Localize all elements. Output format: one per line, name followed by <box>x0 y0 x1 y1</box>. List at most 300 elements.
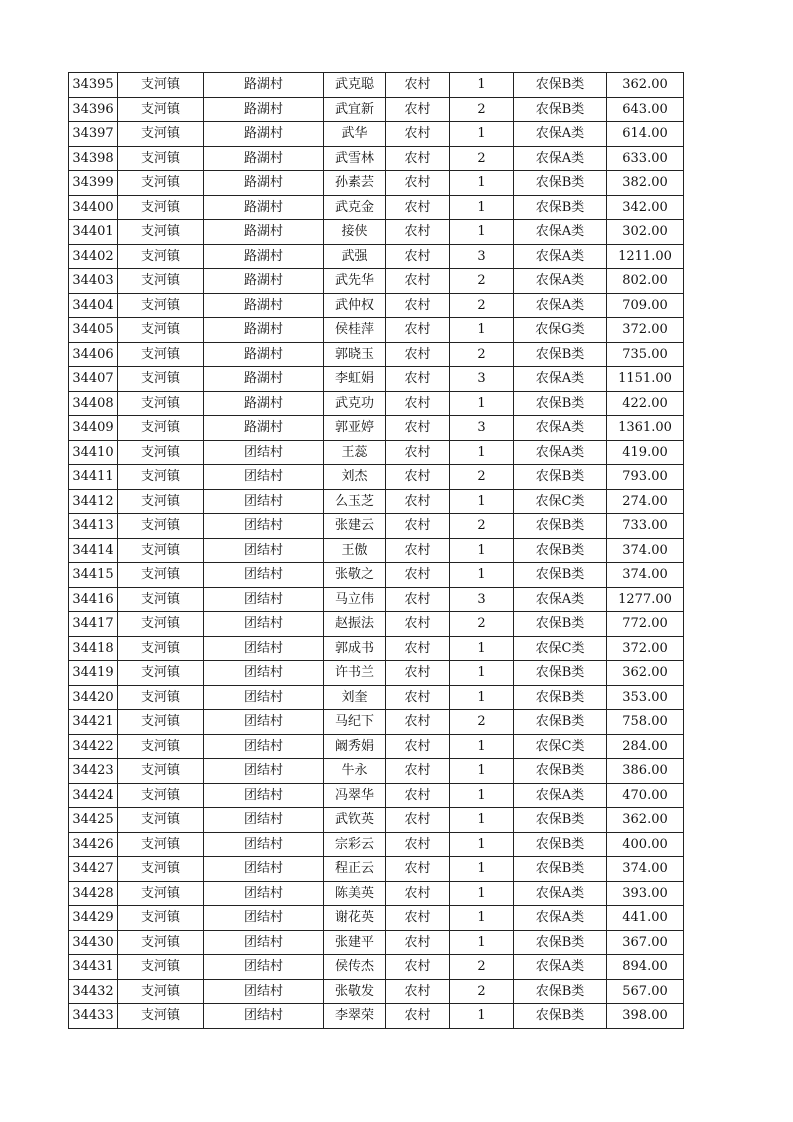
table-row <box>69 465 684 490</box>
cell-id: 34419 <box>69 661 118 686</box>
cell-village: 团结村 <box>204 857 324 882</box>
cell-category: 农保C类 <box>514 636 607 661</box>
table-row <box>69 146 684 171</box>
cell-id: 34403 <box>69 269 118 294</box>
table-row <box>69 808 684 833</box>
cell-amount: 709.00 <box>607 293 684 318</box>
cell-amount: 633.00 <box>607 146 684 171</box>
table-row <box>69 685 684 710</box>
cell-area: 农村 <box>386 465 450 490</box>
cell-household-size: 1 <box>450 122 514 147</box>
cell-town: 支河镇 <box>118 416 204 441</box>
cell-name: 武宜新 <box>324 97 386 122</box>
cell-id: 34412 <box>69 489 118 514</box>
cell-town: 支河镇 <box>118 514 204 539</box>
cell-area: 农村 <box>386 906 450 931</box>
cell-village: 路湖村 <box>204 220 324 245</box>
cell-amount: 422.00 <box>607 391 684 416</box>
cell-category: 农保B类 <box>514 710 607 735</box>
cell-town: 支河镇 <box>118 906 204 931</box>
cell-household-size: 1 <box>450 73 514 98</box>
cell-village: 路湖村 <box>204 391 324 416</box>
cell-name: 武华 <box>324 122 386 147</box>
cell-category: 农保G类 <box>514 318 607 343</box>
table-row <box>69 293 684 318</box>
cell-id: 34413 <box>69 514 118 539</box>
table-row <box>69 195 684 220</box>
cell-household-size: 2 <box>450 269 514 294</box>
cell-amount: 353.00 <box>607 685 684 710</box>
cell-category: 农保B类 <box>514 342 607 367</box>
cell-id: 34410 <box>69 440 118 465</box>
cell-category: 农保A类 <box>514 783 607 808</box>
cell-area: 农村 <box>386 97 450 122</box>
cell-household-size: 2 <box>450 612 514 637</box>
cell-amount: 374.00 <box>607 538 684 563</box>
cell-town: 支河镇 <box>118 783 204 808</box>
cell-village: 路湖村 <box>204 244 324 269</box>
cell-amount: 894.00 <box>607 955 684 980</box>
cell-amount: 735.00 <box>607 342 684 367</box>
cell-category: 农保B类 <box>514 979 607 1004</box>
table-row <box>69 244 684 269</box>
cell-id: 34417 <box>69 612 118 637</box>
cell-area: 农村 <box>386 710 450 735</box>
cell-id: 34408 <box>69 391 118 416</box>
cell-name: 郭成书 <box>324 636 386 661</box>
cell-id: 34395 <box>69 73 118 98</box>
cell-town: 支河镇 <box>118 661 204 686</box>
cell-village: 路湖村 <box>204 269 324 294</box>
cell-category: 农保A类 <box>514 906 607 931</box>
table-row <box>69 220 684 245</box>
cell-amount: 386.00 <box>607 759 684 784</box>
cell-village: 团结村 <box>204 440 324 465</box>
cell-category: 农保B类 <box>514 391 607 416</box>
cell-area: 农村 <box>386 881 450 906</box>
cell-area: 农村 <box>386 195 450 220</box>
cell-village: 团结村 <box>204 881 324 906</box>
table-row <box>69 391 684 416</box>
cell-amount: 372.00 <box>607 636 684 661</box>
cell-category: 农保A类 <box>514 244 607 269</box>
cell-amount: 802.00 <box>607 269 684 294</box>
cell-category: 农保A类 <box>514 416 607 441</box>
cell-category: 农保A类 <box>514 220 607 245</box>
cell-town: 支河镇 <box>118 195 204 220</box>
cell-town: 支河镇 <box>118 146 204 171</box>
cell-name: 刘杰 <box>324 465 386 490</box>
cell-area: 农村 <box>386 979 450 1004</box>
cell-category: 农保B类 <box>514 808 607 833</box>
cell-household-size: 2 <box>450 955 514 980</box>
cell-town: 支河镇 <box>118 710 204 735</box>
cell-name: 赵振法 <box>324 612 386 637</box>
table-row <box>69 563 684 588</box>
cell-household-size: 2 <box>450 293 514 318</box>
cell-amount: 362.00 <box>607 808 684 833</box>
cell-name: 冯翠华 <box>324 783 386 808</box>
cell-amount: 1211.00 <box>607 244 684 269</box>
cell-id: 34404 <box>69 293 118 318</box>
cell-village: 团结村 <box>204 636 324 661</box>
cell-area: 农村 <box>386 416 450 441</box>
cell-id: 34405 <box>69 318 118 343</box>
cell-name: 张敬发 <box>324 979 386 1004</box>
cell-category: 农保B类 <box>514 97 607 122</box>
cell-household-size: 3 <box>450 244 514 269</box>
cell-village: 团结村 <box>204 489 324 514</box>
cell-area: 农村 <box>386 293 450 318</box>
cell-amount: 367.00 <box>607 930 684 955</box>
cell-category: 农保B类 <box>514 465 607 490</box>
cell-village: 团结村 <box>204 685 324 710</box>
cell-category: 农保B类 <box>514 930 607 955</box>
table-row <box>69 122 684 147</box>
cell-category: 农保A类 <box>514 122 607 147</box>
cell-category: 农保A类 <box>514 440 607 465</box>
cell-town: 支河镇 <box>118 979 204 1004</box>
table-row <box>69 514 684 539</box>
cell-village: 路湖村 <box>204 146 324 171</box>
cell-town: 支河镇 <box>118 636 204 661</box>
cell-category: 农保B类 <box>514 685 607 710</box>
cell-name: 李虹娟 <box>324 367 386 392</box>
cell-household-size: 1 <box>450 734 514 759</box>
cell-name: 武钦英 <box>324 808 386 833</box>
cell-household-size: 1 <box>450 661 514 686</box>
cell-category: 农保C类 <box>514 734 607 759</box>
cell-name: 武克聪 <box>324 73 386 98</box>
cell-village: 团结村 <box>204 710 324 735</box>
cell-id: 34409 <box>69 416 118 441</box>
cell-amount: 470.00 <box>607 783 684 808</box>
table-row <box>69 97 684 122</box>
cell-town: 支河镇 <box>118 930 204 955</box>
cell-household-size: 1 <box>450 881 514 906</box>
table-row <box>69 906 684 931</box>
cell-amount: 362.00 <box>607 73 684 98</box>
cell-household-size: 3 <box>450 587 514 612</box>
cell-category: 农保B类 <box>514 73 607 98</box>
cell-amount: 643.00 <box>607 97 684 122</box>
cell-id: 34423 <box>69 759 118 784</box>
cell-name: 侯桂萍 <box>324 318 386 343</box>
cell-village: 团结村 <box>204 955 324 980</box>
cell-name: 马立伟 <box>324 587 386 612</box>
cell-household-size: 1 <box>450 489 514 514</box>
cell-town: 支河镇 <box>118 440 204 465</box>
cell-household-size: 3 <box>450 367 514 392</box>
cell-name: 张敬之 <box>324 563 386 588</box>
cell-name: 侯传杰 <box>324 955 386 980</box>
cell-household-size: 1 <box>450 759 514 784</box>
cell-area: 农村 <box>386 759 450 784</box>
cell-household-size: 2 <box>450 465 514 490</box>
cell-id: 34402 <box>69 244 118 269</box>
cell-town: 支河镇 <box>118 391 204 416</box>
cell-category: 农保A类 <box>514 293 607 318</box>
cell-area: 农村 <box>386 391 450 416</box>
cell-village: 团结村 <box>204 514 324 539</box>
cell-area: 农村 <box>386 440 450 465</box>
cell-household-size: 2 <box>450 146 514 171</box>
table-row <box>69 979 684 1004</box>
cell-amount: 372.00 <box>607 318 684 343</box>
cell-village: 团结村 <box>204 465 324 490</box>
table-row <box>69 881 684 906</box>
records-table-body <box>69 73 684 1029</box>
cell-area: 农村 <box>386 489 450 514</box>
cell-town: 支河镇 <box>118 465 204 490</box>
cell-town: 支河镇 <box>118 171 204 196</box>
cell-village: 团结村 <box>204 808 324 833</box>
cell-household-size: 1 <box>450 857 514 882</box>
cell-amount: 400.00 <box>607 832 684 857</box>
cell-village: 团结村 <box>204 734 324 759</box>
cell-area: 农村 <box>386 244 450 269</box>
cell-village: 团结村 <box>204 783 324 808</box>
cell-id: 34411 <box>69 465 118 490</box>
table-row <box>69 759 684 784</box>
cell-town: 支河镇 <box>118 563 204 588</box>
cell-village: 路湖村 <box>204 97 324 122</box>
cell-household-size: 1 <box>450 1004 514 1029</box>
cell-amount: 772.00 <box>607 612 684 637</box>
cell-village: 团结村 <box>204 612 324 637</box>
cell-id: 34424 <box>69 783 118 808</box>
cell-id: 34422 <box>69 734 118 759</box>
cell-town: 支河镇 <box>118 269 204 294</box>
cell-household-size: 2 <box>450 710 514 735</box>
cell-amount: 567.00 <box>607 979 684 1004</box>
cell-name: 王傲 <box>324 538 386 563</box>
cell-area: 农村 <box>386 342 450 367</box>
cell-name: 武先华 <box>324 269 386 294</box>
cell-amount: 733.00 <box>607 514 684 539</box>
cell-town: 支河镇 <box>118 857 204 882</box>
table-row <box>69 930 684 955</box>
cell-village: 团结村 <box>204 538 324 563</box>
cell-village: 路湖村 <box>204 293 324 318</box>
table-row <box>69 636 684 661</box>
cell-amount: 342.00 <box>607 195 684 220</box>
cell-id: 34426 <box>69 832 118 857</box>
cell-amount: 398.00 <box>607 1004 684 1029</box>
cell-town: 支河镇 <box>118 808 204 833</box>
cell-amount: 614.00 <box>607 122 684 147</box>
cell-area: 农村 <box>386 857 450 882</box>
cell-name: 孙素芸 <box>324 171 386 196</box>
cell-town: 支河镇 <box>118 220 204 245</box>
cell-town: 支河镇 <box>118 587 204 612</box>
table-row <box>69 269 684 294</box>
table-row <box>69 587 684 612</box>
cell-category: 农保A类 <box>514 955 607 980</box>
cell-id: 34425 <box>69 808 118 833</box>
cell-village: 路湖村 <box>204 195 324 220</box>
cell-village: 路湖村 <box>204 318 324 343</box>
cell-town: 支河镇 <box>118 685 204 710</box>
cell-household-size: 1 <box>450 171 514 196</box>
table-row <box>69 612 684 637</box>
cell-town: 支河镇 <box>118 97 204 122</box>
table-row <box>69 342 684 367</box>
cell-town: 支河镇 <box>118 955 204 980</box>
cell-town: 支河镇 <box>118 318 204 343</box>
cell-village: 路湖村 <box>204 342 324 367</box>
cell-area: 农村 <box>386 612 450 637</box>
cell-household-size: 2 <box>450 97 514 122</box>
cell-amount: 374.00 <box>607 857 684 882</box>
cell-town: 支河镇 <box>118 489 204 514</box>
cell-id: 34428 <box>69 881 118 906</box>
cell-amount: 284.00 <box>607 734 684 759</box>
cell-area: 农村 <box>386 269 450 294</box>
cell-household-size: 1 <box>450 685 514 710</box>
cell-village: 团结村 <box>204 661 324 686</box>
cell-category: 农保B类 <box>514 195 607 220</box>
cell-id: 34414 <box>69 538 118 563</box>
cell-category: 农保B类 <box>514 661 607 686</box>
cell-amount: 441.00 <box>607 906 684 931</box>
cell-name: 牛永 <box>324 759 386 784</box>
table-row <box>69 489 684 514</box>
cell-household-size: 1 <box>450 563 514 588</box>
table-row <box>69 661 684 686</box>
cell-id: 34418 <box>69 636 118 661</box>
cell-amount: 274.00 <box>607 489 684 514</box>
cell-id: 34430 <box>69 930 118 955</box>
cell-area: 农村 <box>386 734 450 759</box>
cell-household-size: 3 <box>450 416 514 441</box>
cell-category: 农保B类 <box>514 857 607 882</box>
cell-area: 农村 <box>386 661 450 686</box>
cell-id: 34429 <box>69 906 118 931</box>
cell-area: 农村 <box>386 171 450 196</box>
cell-name: 宗彩云 <box>324 832 386 857</box>
cell-area: 农村 <box>386 685 450 710</box>
cell-household-size: 1 <box>450 538 514 563</box>
cell-village: 团结村 <box>204 1004 324 1029</box>
cell-village: 路湖村 <box>204 122 324 147</box>
cell-household-size: 1 <box>450 220 514 245</box>
cell-category: 农保A类 <box>514 146 607 171</box>
cell-id: 34433 <box>69 1004 118 1029</box>
cell-village: 团结村 <box>204 930 324 955</box>
table-row <box>69 783 684 808</box>
table-row <box>69 857 684 882</box>
cell-amount: 1277.00 <box>607 587 684 612</box>
cell-area: 农村 <box>386 808 450 833</box>
cell-village: 路湖村 <box>204 73 324 98</box>
cell-id: 34431 <box>69 955 118 980</box>
cell-area: 农村 <box>386 318 450 343</box>
cell-name: 郭晓玉 <box>324 342 386 367</box>
cell-village: 团结村 <box>204 587 324 612</box>
cell-village: 团结村 <box>204 563 324 588</box>
cell-name: 武克功 <box>324 391 386 416</box>
cell-town: 支河镇 <box>118 538 204 563</box>
table-row <box>69 955 684 980</box>
cell-area: 农村 <box>386 73 450 98</box>
cell-category: 农保B类 <box>514 563 607 588</box>
cell-id: 34432 <box>69 979 118 1004</box>
cell-category: 农保A类 <box>514 269 607 294</box>
cell-id: 34396 <box>69 97 118 122</box>
cell-area: 农村 <box>386 955 450 980</box>
table-row <box>69 440 684 465</box>
cell-category: 农保B类 <box>514 832 607 857</box>
cell-village: 团结村 <box>204 906 324 931</box>
cell-town: 支河镇 <box>118 881 204 906</box>
table-row <box>69 1004 684 1029</box>
table-row <box>69 171 684 196</box>
cell-id: 34415 <box>69 563 118 588</box>
table-row <box>69 73 684 98</box>
cell-town: 支河镇 <box>118 832 204 857</box>
cell-category: 农保C类 <box>514 489 607 514</box>
cell-village: 路湖村 <box>204 171 324 196</box>
cell-id: 34427 <box>69 857 118 882</box>
table-row <box>69 734 684 759</box>
cell-name: 张建云 <box>324 514 386 539</box>
cell-name: 马纪下 <box>324 710 386 735</box>
cell-amount: 419.00 <box>607 440 684 465</box>
cell-id: 34401 <box>69 220 118 245</box>
cell-area: 农村 <box>386 220 450 245</box>
table-row <box>69 832 684 857</box>
cell-area: 农村 <box>386 122 450 147</box>
cell-amount: 302.00 <box>607 220 684 245</box>
cell-name: 李翠荣 <box>324 1004 386 1029</box>
cell-category: 农保B类 <box>514 171 607 196</box>
cell-household-size: 2 <box>450 342 514 367</box>
table-row <box>69 538 684 563</box>
cell-town: 支河镇 <box>118 367 204 392</box>
table-row <box>69 318 684 343</box>
cell-id: 34397 <box>69 122 118 147</box>
table-row <box>69 416 684 441</box>
cell-area: 农村 <box>386 636 450 661</box>
cell-amount: 793.00 <box>607 465 684 490</box>
cell-name: 郭亚婷 <box>324 416 386 441</box>
cell-name: 么玉芝 <box>324 489 386 514</box>
cell-household-size: 1 <box>450 391 514 416</box>
cell-village: 路湖村 <box>204 416 324 441</box>
cell-name: 谢花英 <box>324 906 386 931</box>
cell-town: 支河镇 <box>118 244 204 269</box>
cell-amount: 758.00 <box>607 710 684 735</box>
cell-amount: 362.00 <box>607 661 684 686</box>
cell-household-size: 1 <box>450 636 514 661</box>
cell-id: 34421 <box>69 710 118 735</box>
cell-town: 支河镇 <box>118 73 204 98</box>
cell-household-size: 1 <box>450 832 514 857</box>
cell-amount: 374.00 <box>607 563 684 588</box>
cell-household-size: 1 <box>450 440 514 465</box>
cell-area: 农村 <box>386 930 450 955</box>
cell-area: 农村 <box>386 783 450 808</box>
cell-amount: 1151.00 <box>607 367 684 392</box>
cell-village: 团结村 <box>204 759 324 784</box>
cell-category: 农保B类 <box>514 759 607 784</box>
cell-household-size: 2 <box>450 979 514 1004</box>
cell-household-size: 1 <box>450 195 514 220</box>
cell-id: 34399 <box>69 171 118 196</box>
cell-id: 34407 <box>69 367 118 392</box>
cell-name: 张建平 <box>324 930 386 955</box>
